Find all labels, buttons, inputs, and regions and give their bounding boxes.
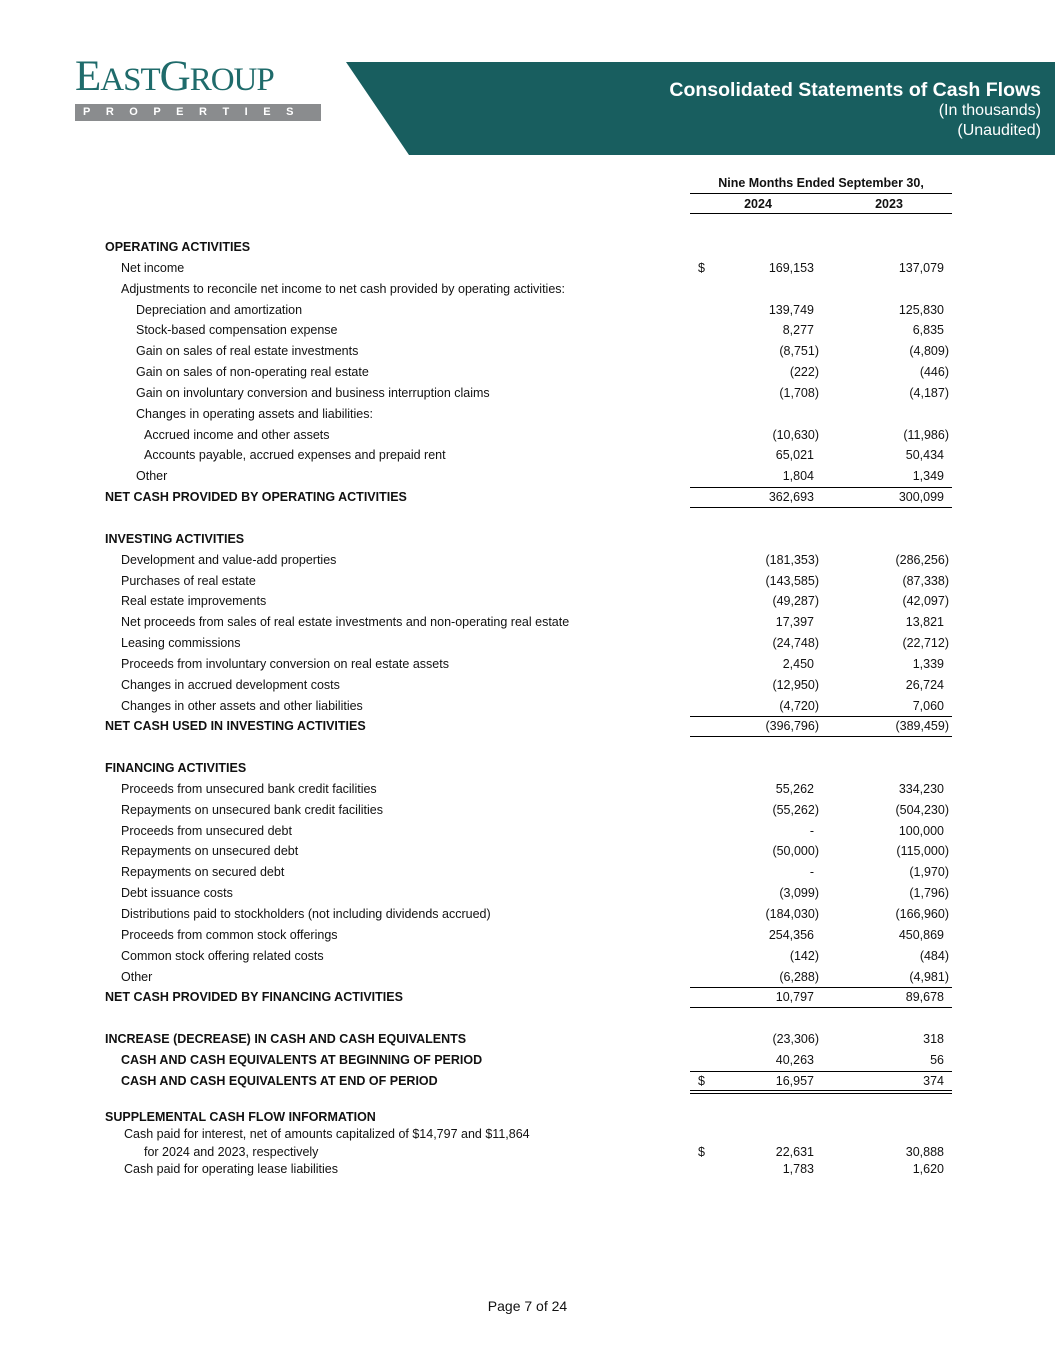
table-row [0, 967, 1055, 988]
value-2024: (1,708) [779, 385, 819, 400]
title-banner [346, 62, 1055, 155]
value-2023: 374 [923, 1073, 944, 1088]
table-total-row [0, 487, 1055, 508]
table-row [0, 633, 1055, 654]
value-2023: (11,986) [903, 427, 949, 442]
interest-label-line1: Cash paid for interest, net of amounts capitalized of $14,797 and $11,864 [124, 1127, 530, 1141]
table-row [0, 1029, 1055, 1050]
table-row [0, 445, 1055, 466]
value-2023: 450,869 [898, 927, 944, 942]
table-row [0, 841, 1055, 862]
statement-audit-status: (Unaudited) [957, 122, 1041, 139]
value-2023: 13,821 [905, 615, 944, 630]
interest-value-2024: 22,631 [775, 1145, 814, 1159]
value-2023: (87,338) [902, 573, 949, 588]
table-row [0, 654, 1055, 675]
value-2024: 16,957 [775, 1073, 814, 1088]
cash-flow-table [0, 237, 1055, 1092]
value-2023: 1,339 [912, 656, 944, 671]
row-label: Real estate improvements [121, 594, 267, 609]
table-section-header [0, 758, 1055, 779]
table-row [0, 279, 1055, 300]
subtotal-rule [690, 1071, 952, 1072]
logo-properties-bar: PROPERTIES [75, 104, 321, 121]
table-row [0, 383, 1055, 404]
table-row [0, 675, 1055, 696]
row-label: Net income [121, 260, 185, 275]
value-2023: 56 [930, 1052, 944, 1067]
row-label: Net proceeds from sales of real estate investments and non-operating real estate [121, 615, 570, 630]
value-2023: (484) [919, 948, 949, 963]
value-2024: (6,288) [779, 969, 819, 984]
dollar-sign: $ [698, 260, 705, 275]
value-2023: 300,099 [898, 490, 944, 505]
value-2023: 89,678 [905, 990, 944, 1005]
page-number: Page 7 of 24 [487, 1298, 568, 1314]
table-row [0, 862, 1055, 883]
row-label: Common stock offering related costs [121, 948, 324, 963]
statement-units: (In thousands) [938, 102, 1041, 119]
value-2024: 2,450 [782, 656, 814, 671]
value-2024: (181,353) [765, 552, 819, 567]
row-label: NET CASH PROVIDED BY OPERATING ACTIVITIES [105, 490, 407, 505]
value-2023: (389,459) [895, 719, 949, 734]
lease-value-2024: 1,783 [782, 1162, 814, 1176]
value-2023: (42,097) [902, 594, 949, 609]
table-row [0, 779, 1055, 800]
value-2024: (184,030) [765, 907, 819, 921]
interest-label-line2: for 2024 and 2023, respectively [144, 1145, 319, 1159]
table-row [0, 904, 1055, 925]
table-section-header [0, 529, 1055, 550]
value-2024: 40,263 [775, 1052, 814, 1067]
value-2023: (166,960) [895, 907, 949, 921]
row-label: Gain on involuntary conversion and business interruption claims [136, 385, 490, 400]
value-2023: 100,000 [898, 823, 944, 838]
row-label: Other [136, 469, 168, 484]
table-section-header [0, 237, 1055, 258]
table-row [0, 925, 1055, 946]
row-label: Accounts payable, accrued expenses and prepaid rent [144, 448, 446, 463]
row-label: CASH AND CASH EQUIVALENTS AT BEGINNING OF PERIOD [121, 1052, 483, 1067]
value-2024: (23,306) [772, 1032, 819, 1047]
supplemental-heading: SUPPLEMENTAL CASH FLOW INFORMATION [105, 1110, 376, 1124]
value-2024: 169,153 [768, 260, 814, 275]
value-2024: - [809, 823, 814, 838]
double-underline-rule [690, 1090, 952, 1094]
value-2024: 17,397 [775, 615, 814, 630]
row-label: Proceeds from involuntary conversion on real estate assets [121, 656, 449, 671]
table-spacer-row [0, 737, 1055, 758]
row-label: Changes in accrued development costs [121, 677, 340, 692]
value-2023: (4,981) [909, 969, 949, 984]
value-2023: 334,230 [898, 781, 944, 796]
year-2024-header: 2024 [690, 197, 826, 214]
row-label: Adjustments to reconcile net income to net cash provided by operating activities: [121, 281, 565, 296]
value-2024: (4,720) [779, 698, 819, 713]
row-label: Distributions paid to stockholders (not including dividends accrued) [121, 907, 491, 921]
year-2023-header: 2023 [826, 197, 952, 214]
row-label: Repayments on secured debt [121, 865, 285, 880]
table-row [0, 300, 1055, 321]
value-2024: 65,021 [775, 448, 814, 463]
row-label: Accrued income and other assets [144, 427, 330, 442]
value-2024: 254,356 [768, 927, 814, 942]
value-2023: (286,256) [895, 552, 949, 567]
row-label: NET CASH USED IN INVESTING ACTIVITIES [105, 719, 366, 734]
table-row [0, 320, 1055, 341]
table-total-row [0, 1071, 1055, 1092]
table-row [0, 466, 1055, 487]
row-label: Leasing commissions [121, 636, 241, 651]
row-label: Development and value-add properties [121, 552, 337, 567]
row-label: Repayments on unsecured bank credit facilities [121, 802, 383, 817]
table-row [0, 821, 1055, 842]
value-2024: 10,797 [775, 990, 814, 1005]
table-row [0, 696, 1055, 717]
value-2023: (1,796) [909, 886, 949, 901]
interest-dollar-sign: $ [698, 1145, 705, 1159]
value-2024: 362,693 [768, 490, 814, 505]
value-2024: (10,630) [772, 427, 819, 442]
value-2023: (504,230) [895, 802, 949, 817]
value-2024: (24,748) [772, 636, 819, 651]
value-2023: (4,187) [909, 385, 949, 400]
value-2023: (22,712) [902, 636, 949, 651]
table-row [0, 883, 1055, 904]
row-label: Stock-based compensation expense [136, 323, 338, 338]
value-2024: 55,262 [775, 781, 814, 796]
row-label: Changes in other assets and other liabilities [121, 698, 363, 713]
lease-value-2023: 1,620 [912, 1162, 944, 1176]
value-2024: (3,099) [779, 886, 819, 901]
value-2023: 26,724 [905, 677, 944, 692]
table-row [0, 404, 1055, 425]
row-label: Gain on sales of non-operating real estate [136, 365, 369, 380]
value-2023: (4,809) [909, 344, 949, 359]
table-row [0, 571, 1055, 592]
value-2023: (115,000) [896, 844, 949, 859]
table-total-row [0, 987, 1055, 1008]
row-label: Proceeds from unsecured debt [121, 823, 292, 838]
row-label: Debt issuance costs [121, 886, 233, 901]
row-label: Repayments on unsecured debt [121, 844, 299, 859]
value-2023: 125,830 [898, 302, 944, 317]
value-2023: 1,349 [912, 469, 944, 484]
value-2024: (12,950) [772, 677, 819, 692]
dollar-sign: $ [698, 1073, 705, 1088]
lease-label: Cash paid for operating lease liabilities [124, 1162, 339, 1176]
statement-title: Consolidated Statements of Cash Flows [669, 79, 1041, 101]
value-2024: (50,000) [772, 844, 819, 859]
table-row [0, 425, 1055, 446]
value-2023: 7,060 [912, 698, 944, 713]
row-label: Changes in operating assets and liabilities: [136, 406, 373, 421]
table-row [0, 341, 1055, 362]
value-2024: (49,287) [772, 594, 819, 609]
row-label: FINANCING ACTIVITIES [105, 761, 247, 776]
subtotal-rule [690, 987, 952, 988]
table-row [0, 800, 1055, 821]
row-label: INCREASE (DECREASE) IN CASH AND CASH EQUIVALENTS [105, 1032, 467, 1047]
table-spacer-row [0, 508, 1055, 529]
table-row [0, 946, 1055, 967]
subtotal-rule [690, 716, 952, 717]
value-2024: (222) [789, 365, 819, 380]
row-label: INVESTING ACTIVITIES [105, 531, 245, 546]
subtotal-rule [690, 487, 952, 488]
value-2023: (446) [919, 365, 949, 380]
value-2024: (142) [789, 948, 819, 963]
row-label: Other [121, 969, 153, 984]
value-2023: 137,079 [898, 260, 944, 275]
row-label: NET CASH PROVIDED BY FINANCING ACTIVITIES [105, 990, 403, 1005]
row-label: Proceeds from common stock offerings [121, 927, 338, 942]
value-2024: 8,277 [782, 323, 814, 338]
table-row [0, 612, 1055, 633]
row-label: CASH AND CASH EQUIVALENTS AT END OF PERIOD [121, 1073, 438, 1088]
logo-wordmark: EASTGROUP [75, 53, 274, 100]
row-label: Proceeds from unsecured bank credit facilities [121, 781, 377, 796]
value-2023: (1,970) [909, 865, 949, 880]
table-row [0, 362, 1055, 383]
table-spacer-row [0, 1008, 1055, 1029]
table-row [0, 550, 1055, 571]
period-header: Nine Months Ended September 30, [690, 176, 952, 194]
value-2024: (55,262) [772, 802, 819, 817]
interest-value-2023: 30,888 [905, 1145, 944, 1159]
value-2024: - [809, 865, 814, 880]
eastgroup-logo [75, 53, 321, 121]
table-row [0, 258, 1055, 279]
row-label: Gain on sales of real estate investments [136, 344, 359, 359]
value-2023: 318 [923, 1032, 944, 1047]
value-2024: (8,751) [779, 344, 819, 359]
row-label: Depreciation and amortization [136, 302, 303, 317]
row-label: OPERATING ACTIVITIES [105, 240, 251, 254]
table-row [0, 1050, 1055, 1071]
value-2024: 139,749 [768, 302, 814, 317]
value-2024: (143,585) [765, 573, 819, 588]
value-2024: (396,796) [765, 719, 819, 734]
table-total-row [0, 716, 1055, 737]
value-2023: 50,434 [905, 448, 944, 463]
value-2023: 6,835 [912, 323, 944, 338]
row-label: Purchases of real estate [121, 573, 256, 588]
value-2024: 1,804 [782, 469, 814, 484]
table-row [0, 591, 1055, 612]
